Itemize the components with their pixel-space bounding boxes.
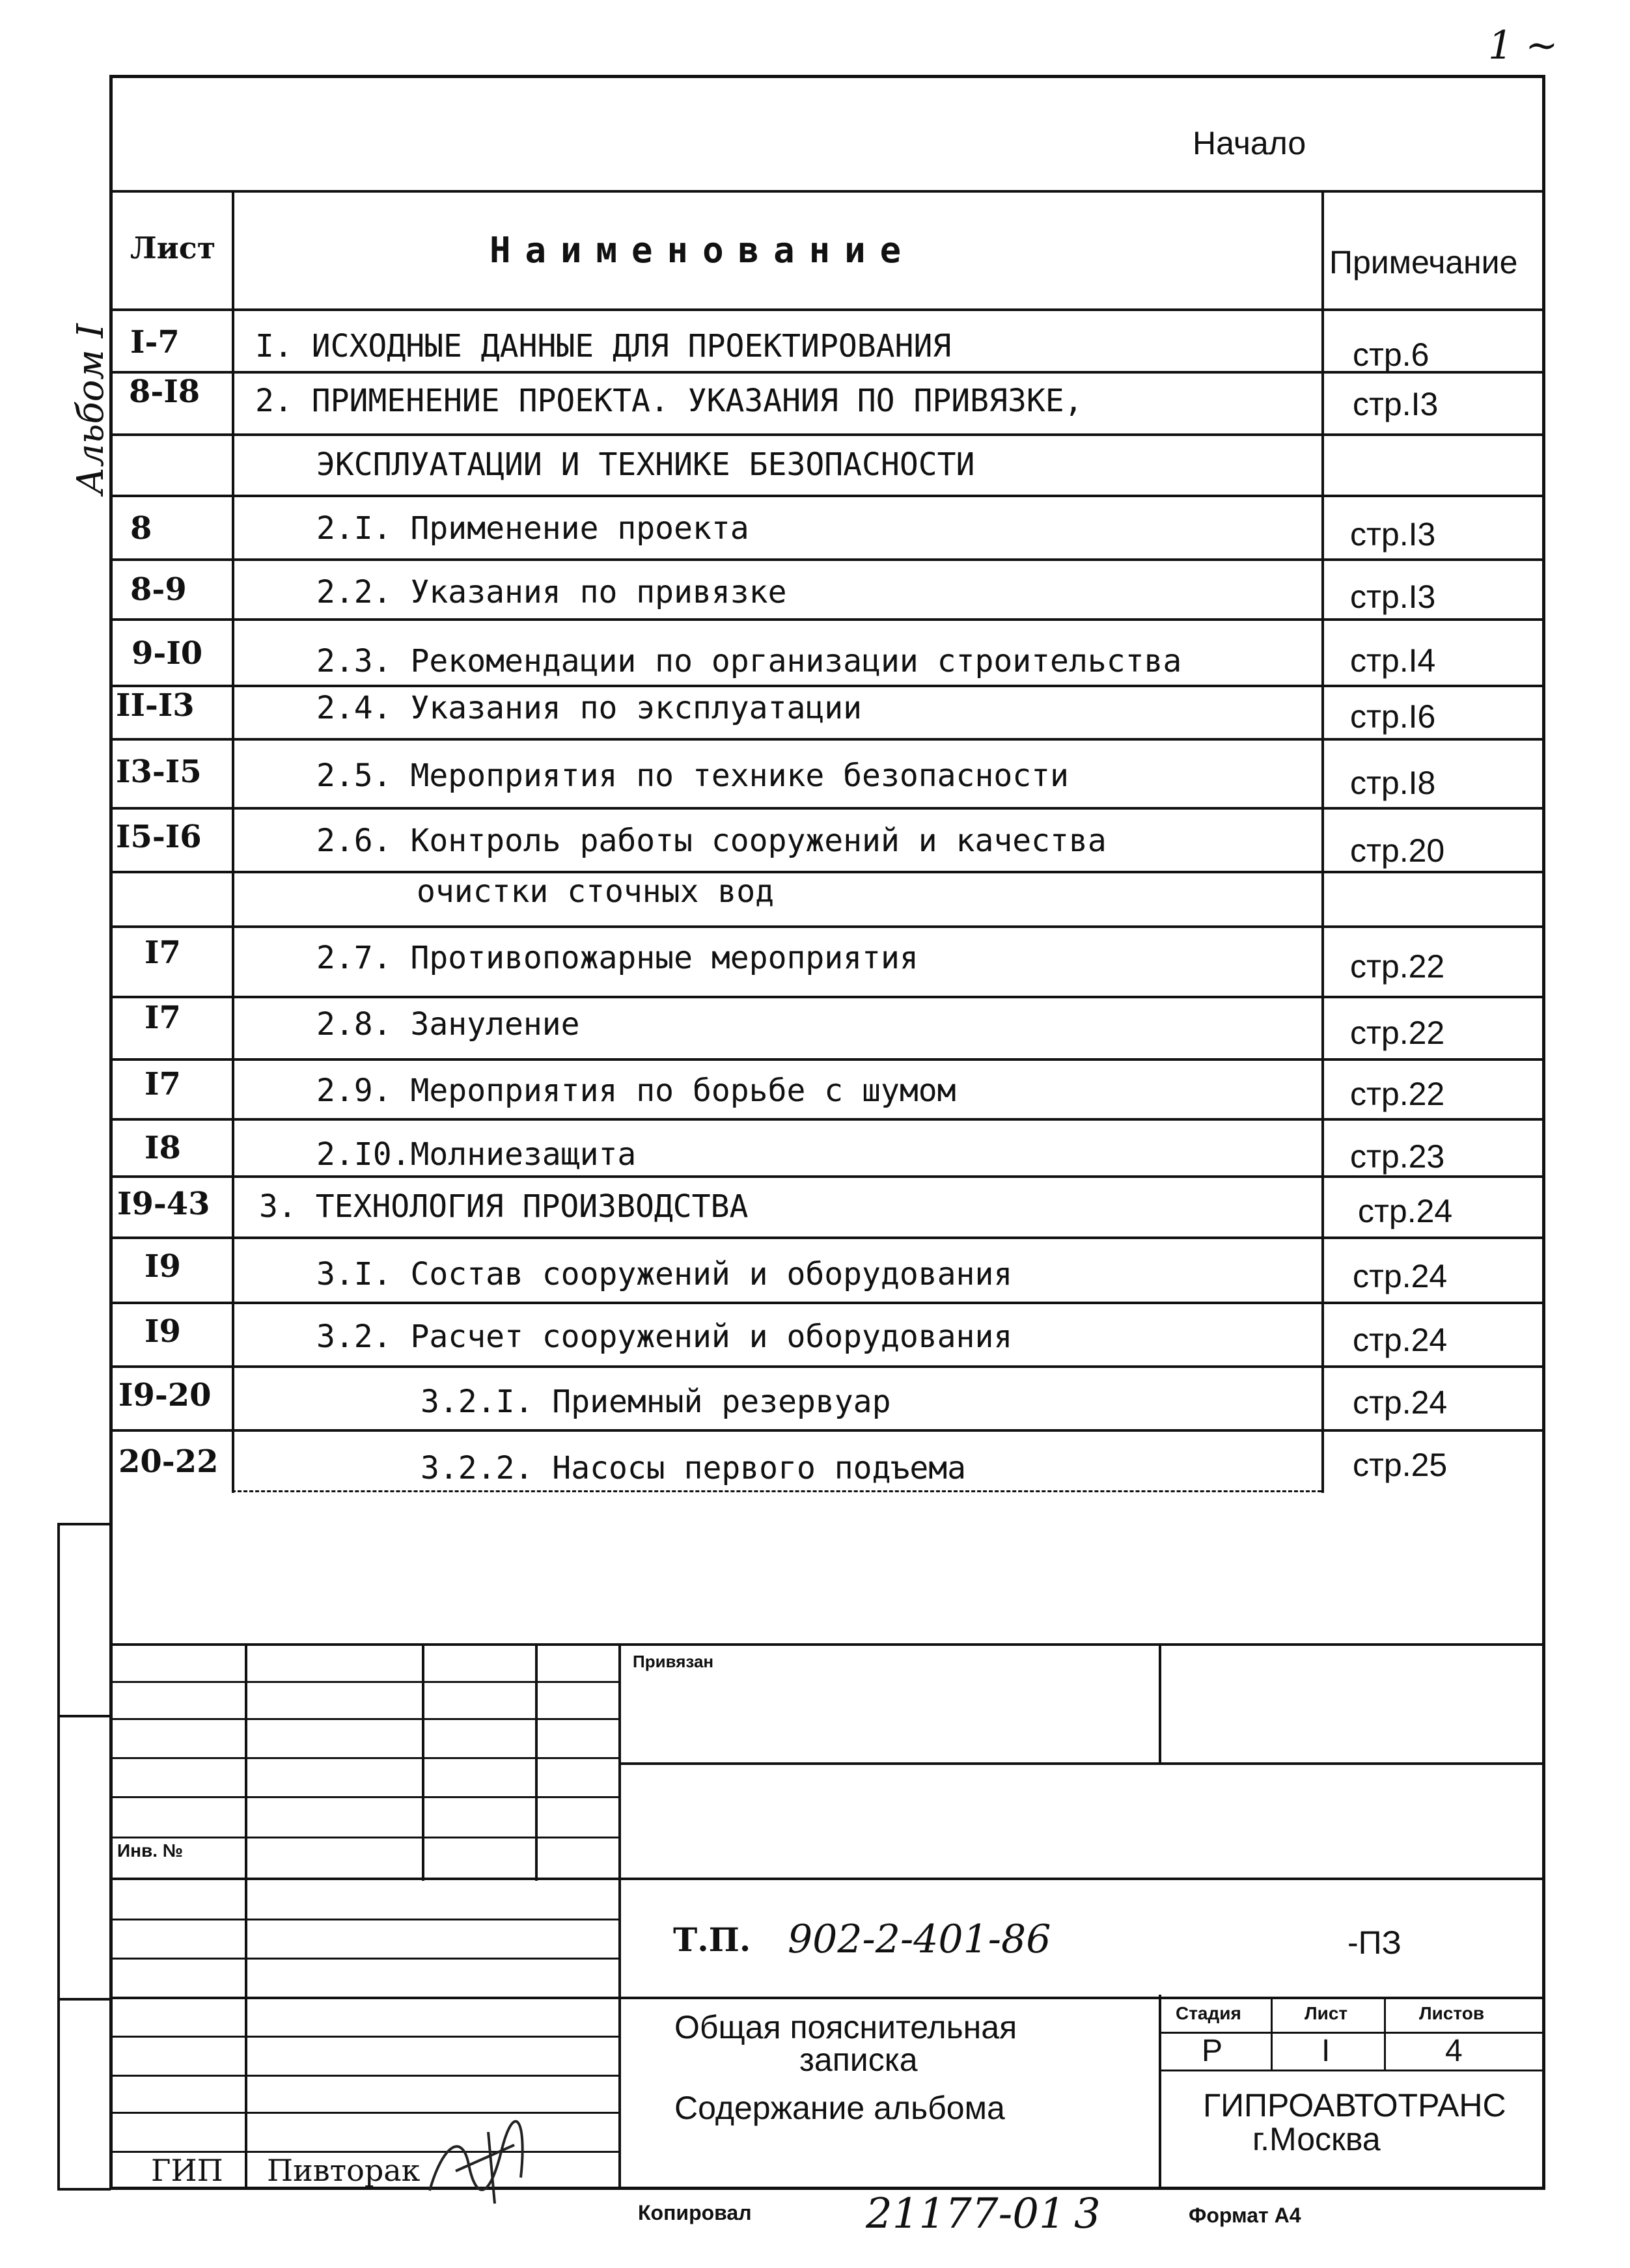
row-rule [111, 371, 1545, 374]
row-sheet: I7 [145, 1000, 181, 1036]
row-text: 3.2.I. Приемный резервуар [421, 1384, 891, 1420]
row-rule [111, 738, 1545, 741]
row-rule [111, 1429, 1545, 1432]
doc-title-line-1: Общая пояснительная [674, 2009, 1017, 2045]
title-block-col [1159, 1643, 1161, 1764]
row-page: стр.22 [1350, 1076, 1445, 1112]
stage-table-col [1384, 1997, 1386, 2070]
doc-subtitle: Содержание альбома [674, 2090, 1005, 2126]
row-page: стр.25 [1353, 1447, 1448, 1483]
row-sheet: 8-9 [130, 571, 187, 608]
row-page: стр.I6 [1350, 698, 1436, 735]
row-text: 2. ПРИМЕНЕНИЕ ПРОЕКТА. УКАЗАНИЯ ПО ПРИВЯЗКЕ, [255, 383, 1083, 419]
row-page: стр.24 [1358, 1193, 1453, 1229]
row-rule [111, 685, 1545, 687]
title-block-rule [111, 1878, 1545, 1880]
linked-label: Привязан [633, 1652, 714, 1671]
row-rule [232, 1490, 1321, 1492]
album-side-label: Альбом I [70, 323, 112, 495]
code-number: 902-2-401-86 [788, 1917, 1051, 1962]
row-rule [111, 1058, 1545, 1061]
row-sheet: I9-20 [118, 1377, 212, 1414]
signature-mark [417, 2106, 547, 2217]
margin-strip-left [57, 1523, 60, 2190]
row-text: 2.6. Контроль работы сооружений и качества [316, 823, 1107, 859]
start-label: Начало [1193, 125, 1306, 161]
row-page: стр.22 [1350, 948, 1445, 985]
row-sheet: I-7 [130, 324, 180, 361]
col-name-header: Наименование [490, 230, 916, 271]
archive-number: 21177-01 [866, 2190, 1066, 2238]
row-rule [111, 433, 1545, 436]
row-page: стр.I8 [1350, 765, 1436, 801]
stage-table-col [1271, 1997, 1273, 2070]
title-block-rule [111, 1958, 618, 1960]
row-page: стр.I3 [1350, 516, 1436, 553]
row-sheet: I9 [145, 1248, 181, 1285]
row-rule [111, 618, 1545, 621]
title-block-rule [111, 1997, 1545, 1999]
doc-title-line-2: записка [799, 2042, 918, 2078]
row-page: стр.I3 [1350, 579, 1436, 615]
row-rule [111, 1302, 1545, 1304]
margin-strip-rule [57, 2188, 111, 2191]
top-mark: 1 ~ [1488, 23, 1558, 68]
row-rule [111, 871, 1545, 873]
row-text: 2.I0.Молниезащита [316, 1136, 637, 1173]
row-page: стр.24 [1353, 1322, 1448, 1358]
row-sheet: I9 [145, 1313, 181, 1350]
row-page: стр.20 [1350, 832, 1445, 869]
row-page: стр.6 [1353, 336, 1430, 373]
row-page: стр.24 [1353, 1258, 1448, 1294]
inv-label: Инв. № [117, 1840, 184, 1861]
row-rule [111, 1175, 1545, 1178]
archive-page: 3 [1074, 2190, 1101, 2238]
title-block-rule [111, 1837, 618, 1838]
row-page: стр.22 [1350, 1015, 1445, 1051]
row-text: 3.2.2. Насосы первого подъема [421, 1450, 967, 1486]
row-sheet: I8 [145, 1130, 181, 1166]
title-block-col [535, 1643, 538, 1881]
header-bottom-rule [111, 308, 1545, 311]
row-text: 2.7. Противопожарные мероприятия [316, 940, 919, 976]
margin-strip-rule [57, 1998, 111, 2001]
title-block-rule [111, 2075, 618, 2077]
title-block-rule [111, 2036, 618, 2038]
row-text: 2.4. Указания по эксплуатации [316, 690, 863, 726]
row-page: стр.I3 [1353, 386, 1439, 422]
row-text: 2.5. Мероприятия по технике безопасности [316, 758, 1069, 794]
row-rule [111, 558, 1545, 561]
col-note-header: Примечание [1329, 244, 1518, 280]
row-rule [111, 807, 1545, 810]
row-text: 2.I. Применение проекта [316, 510, 749, 547]
row-rule [111, 495, 1545, 497]
sheet-label: Лист [1305, 2003, 1348, 2023]
stage-label: Стадия [1176, 2003, 1241, 2023]
row-text: ЭКСПЛУАТАЦИИ И ТЕХНИКЕ БЕЗОПАСНОСТИ [316, 446, 975, 483]
role-label: ГИП [151, 2153, 223, 2188]
row-text: 3. ТЕХНОЛОГИЯ ПРОИЗВОДСТВА [259, 1188, 749, 1225]
title-block-col [245, 1643, 247, 2190]
title-block-rule [618, 1762, 1545, 1765]
col-sheet-header: Лист [130, 230, 216, 266]
row-sheet: I7 [145, 1066, 181, 1102]
sheets-label: Листов [1419, 2003, 1485, 2023]
row-sheet: 9-I0 [131, 635, 203, 672]
row-rule [111, 1236, 1545, 1239]
title-block-col [1159, 1995, 1161, 2190]
stage-table-rule [1159, 2070, 1545, 2071]
title-block-col [422, 1643, 424, 1881]
title-block-col [618, 1643, 621, 2190]
row-rule [111, 996, 1545, 998]
row-text: 3.2. Расчет сооружений и оборудования [316, 1318, 1013, 1355]
row-rule [111, 925, 1545, 928]
row-text: 2.3. Рекомендации по организации строительства [316, 643, 1182, 679]
row-text: 2.9. Мероприятия по борьбе с шумом [316, 1073, 956, 1109]
title-block-top [111, 1643, 1545, 1646]
row-text: очистки сточных вод [417, 873, 775, 910]
row-sheet: 8-I8 [129, 374, 200, 410]
row-sheet: I9-43 [117, 1186, 210, 1222]
row-sheet: I5-I6 [116, 819, 202, 855]
row-sheet: 8 [130, 510, 152, 547]
org-city: г.Москва [1252, 2121, 1381, 2157]
row-sheet: I3-I5 [116, 754, 202, 790]
org-name: ГИПРОАВТОТРАНС [1203, 2087, 1506, 2124]
stage-value: Р [1202, 2034, 1223, 2068]
title-block-rule [111, 1796, 618, 1798]
row-page: стр.24 [1353, 1384, 1448, 1421]
row-text: I. ИСХОДНЫЕ ДАННЫЕ ДЛЯ ПРОЕКТИРОВАНИЯ [255, 328, 952, 364]
title-block-rule [111, 1718, 618, 1720]
sheets-value: 4 [1445, 2034, 1463, 2068]
row-sheet: II-I3 [116, 687, 195, 724]
title-block-rule [111, 1681, 618, 1683]
row-text: 2.2. Указания по привязке [316, 574, 787, 610]
row-text: 3.I. Состав сооружений и оборудования [316, 1256, 1013, 1292]
header-top-rule [111, 190, 1545, 193]
margin-strip-rule [57, 1523, 111, 1525]
copied-label: Копировал [638, 2201, 752, 2224]
format-label: Формат А4 [1189, 2204, 1301, 2227]
code-suffix: -ПЗ [1347, 1924, 1402, 1961]
row-sheet: I7 [145, 935, 181, 971]
row-rule [111, 1365, 1545, 1368]
row-sheet: 20-22 [118, 1443, 219, 1480]
row-rule [111, 1118, 1545, 1121]
row-page: стр.23 [1350, 1138, 1445, 1175]
row-page: стр.I4 [1350, 642, 1436, 679]
col-divider-left [232, 190, 234, 1493]
row-text: 2.8. Зануление [316, 1006, 580, 1043]
author-name: Пивторак [267, 2153, 421, 2188]
code-prefix: Т.П. [673, 1920, 751, 1959]
title-block-rule [111, 1919, 618, 1920]
col-divider-right [1321, 190, 1324, 1493]
sheet-value: I [1321, 2034, 1331, 2068]
title-block-rule [111, 1757, 618, 1759]
margin-strip-rule [57, 1715, 111, 1717]
